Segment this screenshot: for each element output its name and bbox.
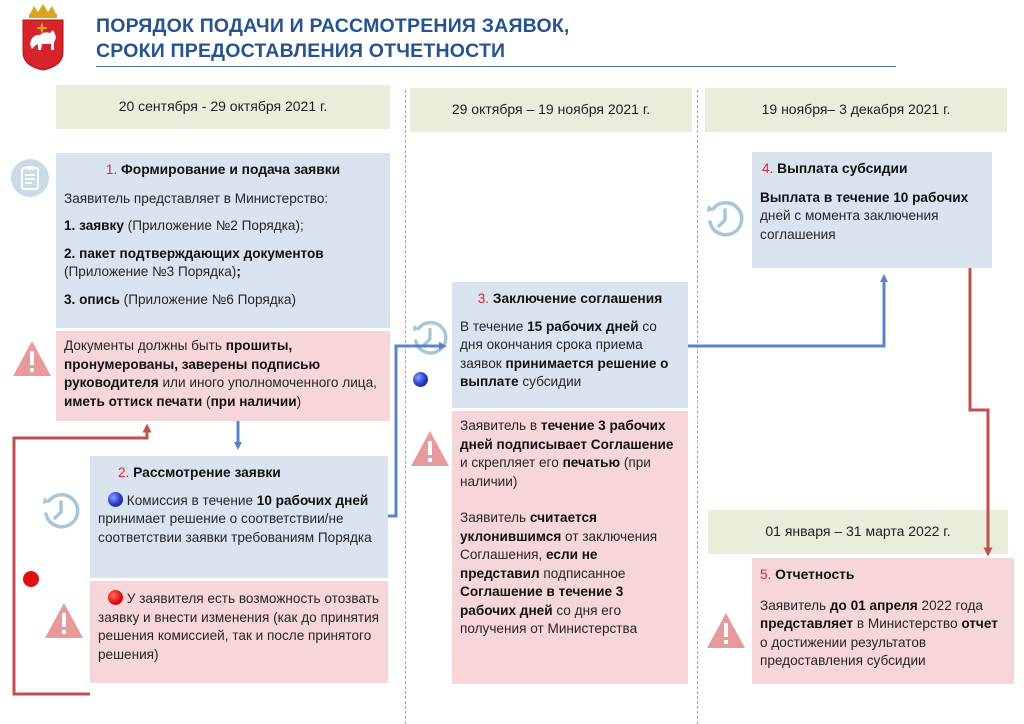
- step4-number: 4.: [762, 161, 774, 176]
- warn3-paragraph-1: Заявитель в течение 3 рабочих дней подписывает Соглашение и скрепляет его печатью (при наличии): [460, 418, 674, 489]
- step3-number: 3.: [477, 291, 490, 306]
- title-line-1: ПОРЯДОК ПОДАЧИ И РАССМОТРЕНИЯ ЗАЯВОК,: [96, 15, 570, 37]
- step1-intro: Заявитель представляет в Министерство:: [64, 190, 329, 206]
- step5-number: 5.: [760, 567, 772, 582]
- arrow-step4-to-step5: [970, 268, 988, 552]
- warn1-box: Документы должны быть прошиты, пронумерованы, заверены подписью руководителя или иного уполномоченного лица, иметь оттиск печати (при наличии): [56, 331, 390, 421]
- arrow-step2-to-step3: [388, 346, 443, 516]
- step4-title: Выплата субсидии: [777, 161, 908, 176]
- step5-text: Заявитель до 01 апреля 2022 года представляет в Министерство отчет о достижении результатов предоставления субсидии: [760, 597, 998, 668]
- step2-number: 2.: [118, 465, 130, 480]
- step1-number: 1.: [105, 162, 118, 177]
- warn3-paragraph-2: Заявитель считается уклонившимся от заключения Соглашения, если не представил подписанное Соглашение в течение 3 рабочих дней со дня его получения от Министерства: [460, 510, 658, 636]
- warn2-box: У заявителя есть возможность отозвать заявку и внести изменения (как до принятия решения комиссией, так и после принятого решения): [90, 581, 388, 683]
- period-header-2: 29 октября – 19 ноября 2021 г.: [410, 88, 692, 132]
- step1-title: Формирование и подача заявки: [121, 162, 341, 177]
- step1-item-1: 1. заявку (Приложение №2 Порядка);: [64, 218, 304, 233]
- arrow-withdraw-loop: [14, 428, 147, 694]
- step2-title: Рассмотрение заявки: [133, 465, 281, 480]
- title-line-2: СРОКИ ПРЕДОСТАВЛЕНИЯ ОТЧЕТНОСТИ: [96, 40, 506, 62]
- step5-title: Отчетность: [775, 567, 855, 582]
- step3-title: Заключение соглашения: [492, 291, 663, 306]
- arrow-step3-to-step4: [688, 278, 884, 346]
- step1-item-2: 2. пакет подтверждающих документов (Приложение №3 Порядка);: [64, 245, 324, 279]
- step2-text: Комиссия в течение 10 рабочих дней принимает решение о соответствии/не соответствии заявки требованиям Порядка: [98, 492, 372, 545]
- period-header-4: 01 января – 31 марта 2022 г.: [708, 510, 1008, 554]
- period-header-1: 20 сентября - 29 октября 2021 г.: [56, 85, 390, 129]
- period-header-3: 19 ноября– 3 декабря 2021 г.: [705, 88, 1007, 132]
- step1-item-3: 3. опись (Приложение №6 Порядка): [64, 291, 297, 307]
- step3-text: В течение 15 рабочих дней со дня окончания срока приема заявок принимается решение о выплате субсидии: [460, 318, 669, 389]
- step4-text: Выплата в течение 10 рабочих дней с момента заключения соглашения: [760, 189, 969, 242]
